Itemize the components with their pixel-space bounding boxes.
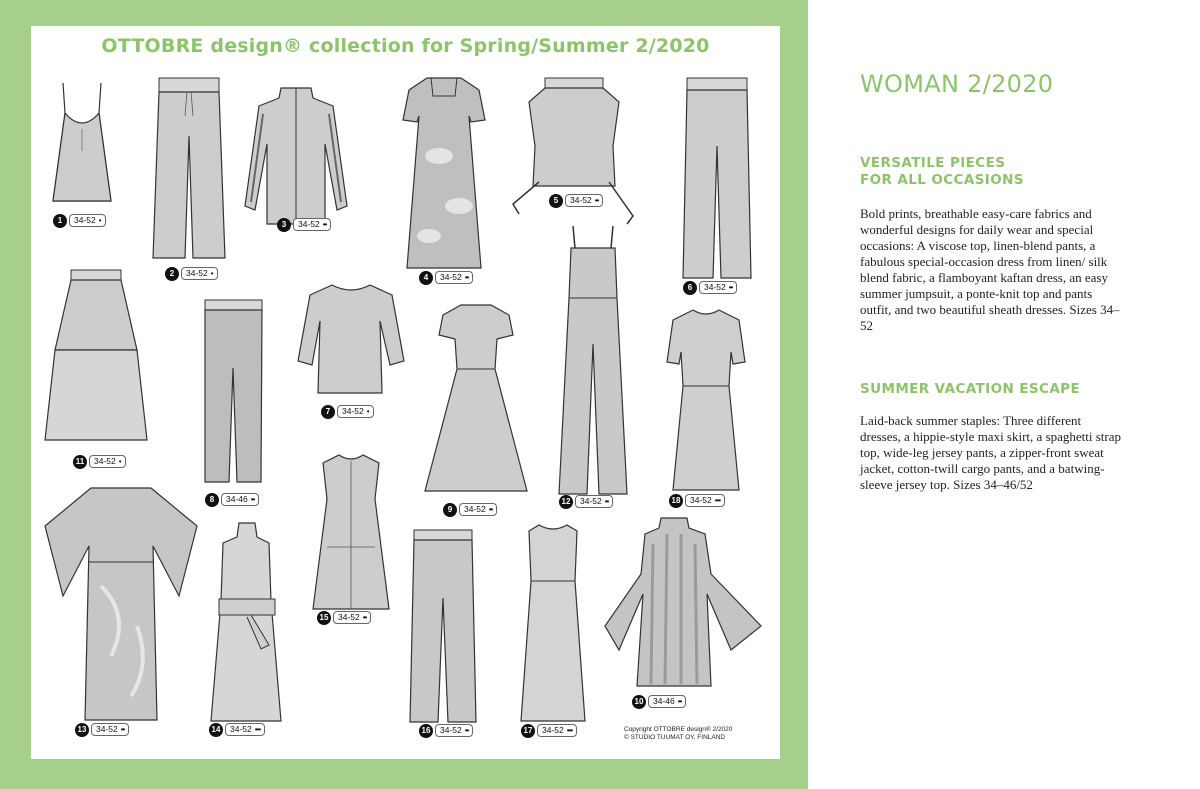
item-label-7: 7 34-52 •	[321, 404, 374, 419]
item-label-9: 9 34-52 ••	[443, 502, 497, 517]
item-label-13: 13 34-52 ••	[75, 722, 129, 737]
garment-11-maxi-skirt	[41, 268, 151, 458]
garment-8-cargo-pants	[201, 298, 266, 488]
copyright-notice	[624, 726, 732, 742]
garment-9-fit-flare-dress	[421, 301, 531, 501]
garment-4-print-dress	[399, 76, 489, 276]
garment-1-strap-top	[41, 81, 121, 211]
garment-17-sheath-dress	[511, 521, 596, 726]
collection-title: OTTOBRE design® collection for Spring/Summer 2/2020	[101, 35, 710, 57]
section-body-versatile: Bold prints, breathable easy-care fabrics and wonderful designs for daily wear and special occasions: A viscose top, linen-blend pants, a fabulous special-occasion dress from linen/ silk blend fabric, a flamboyant kaftan dress, an easy summer jumpsuit, a ponte-knit top and pants outfit, and two beautiful sheath dresses. Sizes 34–52	[860, 206, 1120, 333]
item-label-14: 14 34-52 •••	[209, 722, 265, 737]
section-heading-versatile: VERSATILE PIECES FOR ALL OCCASIONS	[860, 155, 1024, 188]
garment-16-flared-pants	[406, 528, 481, 728]
item-label-17: 17 34-52 •••	[521, 723, 577, 738]
garment-14-halter-dress	[199, 521, 294, 726]
garment-13-kaftan-dress	[41, 486, 201, 726]
item-label-1: 1 34-52 •	[53, 213, 106, 228]
item-label-15: 15 34-52 ••	[317, 610, 371, 625]
garment-18-lace-sheath-dress	[659, 306, 754, 496]
collection-panel	[31, 26, 780, 759]
garment-3-zip-jacket	[241, 84, 351, 234]
item-label-12: 12 34-52 ••	[559, 494, 613, 509]
item-label-6: 6 34-52 ••	[683, 280, 737, 295]
garment-15-ponte-top	[309, 451, 394, 616]
garment-12-jumpsuit	[551, 224, 636, 499]
issue-title: WOMAN 2/2020	[860, 70, 1054, 98]
item-label-18: 18 34-52 •••	[669, 493, 725, 508]
item-label-11: 11 34-52 •	[73, 454, 126, 469]
item-label-3: 3 34-52 ••	[277, 217, 331, 232]
garment-7-batwing-top	[296, 281, 406, 401]
item-label-16: 16 34-52 ••	[419, 723, 473, 738]
item-label-4: 4 34-52 ••	[419, 270, 473, 285]
garment-10-bell-sleeve-dress	[601, 514, 766, 694]
section-heading-summer: SUMMER VACATION ESCAPE	[860, 381, 1081, 397]
item-label-10: 10 34-46 ••	[632, 694, 686, 709]
garment-2-wide-leg-pants	[149, 76, 229, 266]
item-label-8: 8 34-46 ••	[205, 492, 259, 507]
item-label-5: 5 34-52 ••	[549, 193, 603, 208]
section-body-summer: Laid-back summer staples: Three different dresses, a hippie-style maxi skirt, a spaghetti strap top, wide-leg jersey pants, a zipper-front sweat jacket, cotton-twill cargo pants, and a batwing-sleeve jersey top. Sizes 34–46/52	[860, 413, 1122, 492]
copyright-line-1: Copyright OTTOBRE design® 2/2020	[624, 726, 733, 733]
garment-6-linen-pants	[679, 76, 755, 286]
item-label-2: 2 34-52 •	[165, 266, 218, 281]
copyright-line-2: © STUDIO TUUMAT OY, FINLAND	[624, 734, 726, 741]
